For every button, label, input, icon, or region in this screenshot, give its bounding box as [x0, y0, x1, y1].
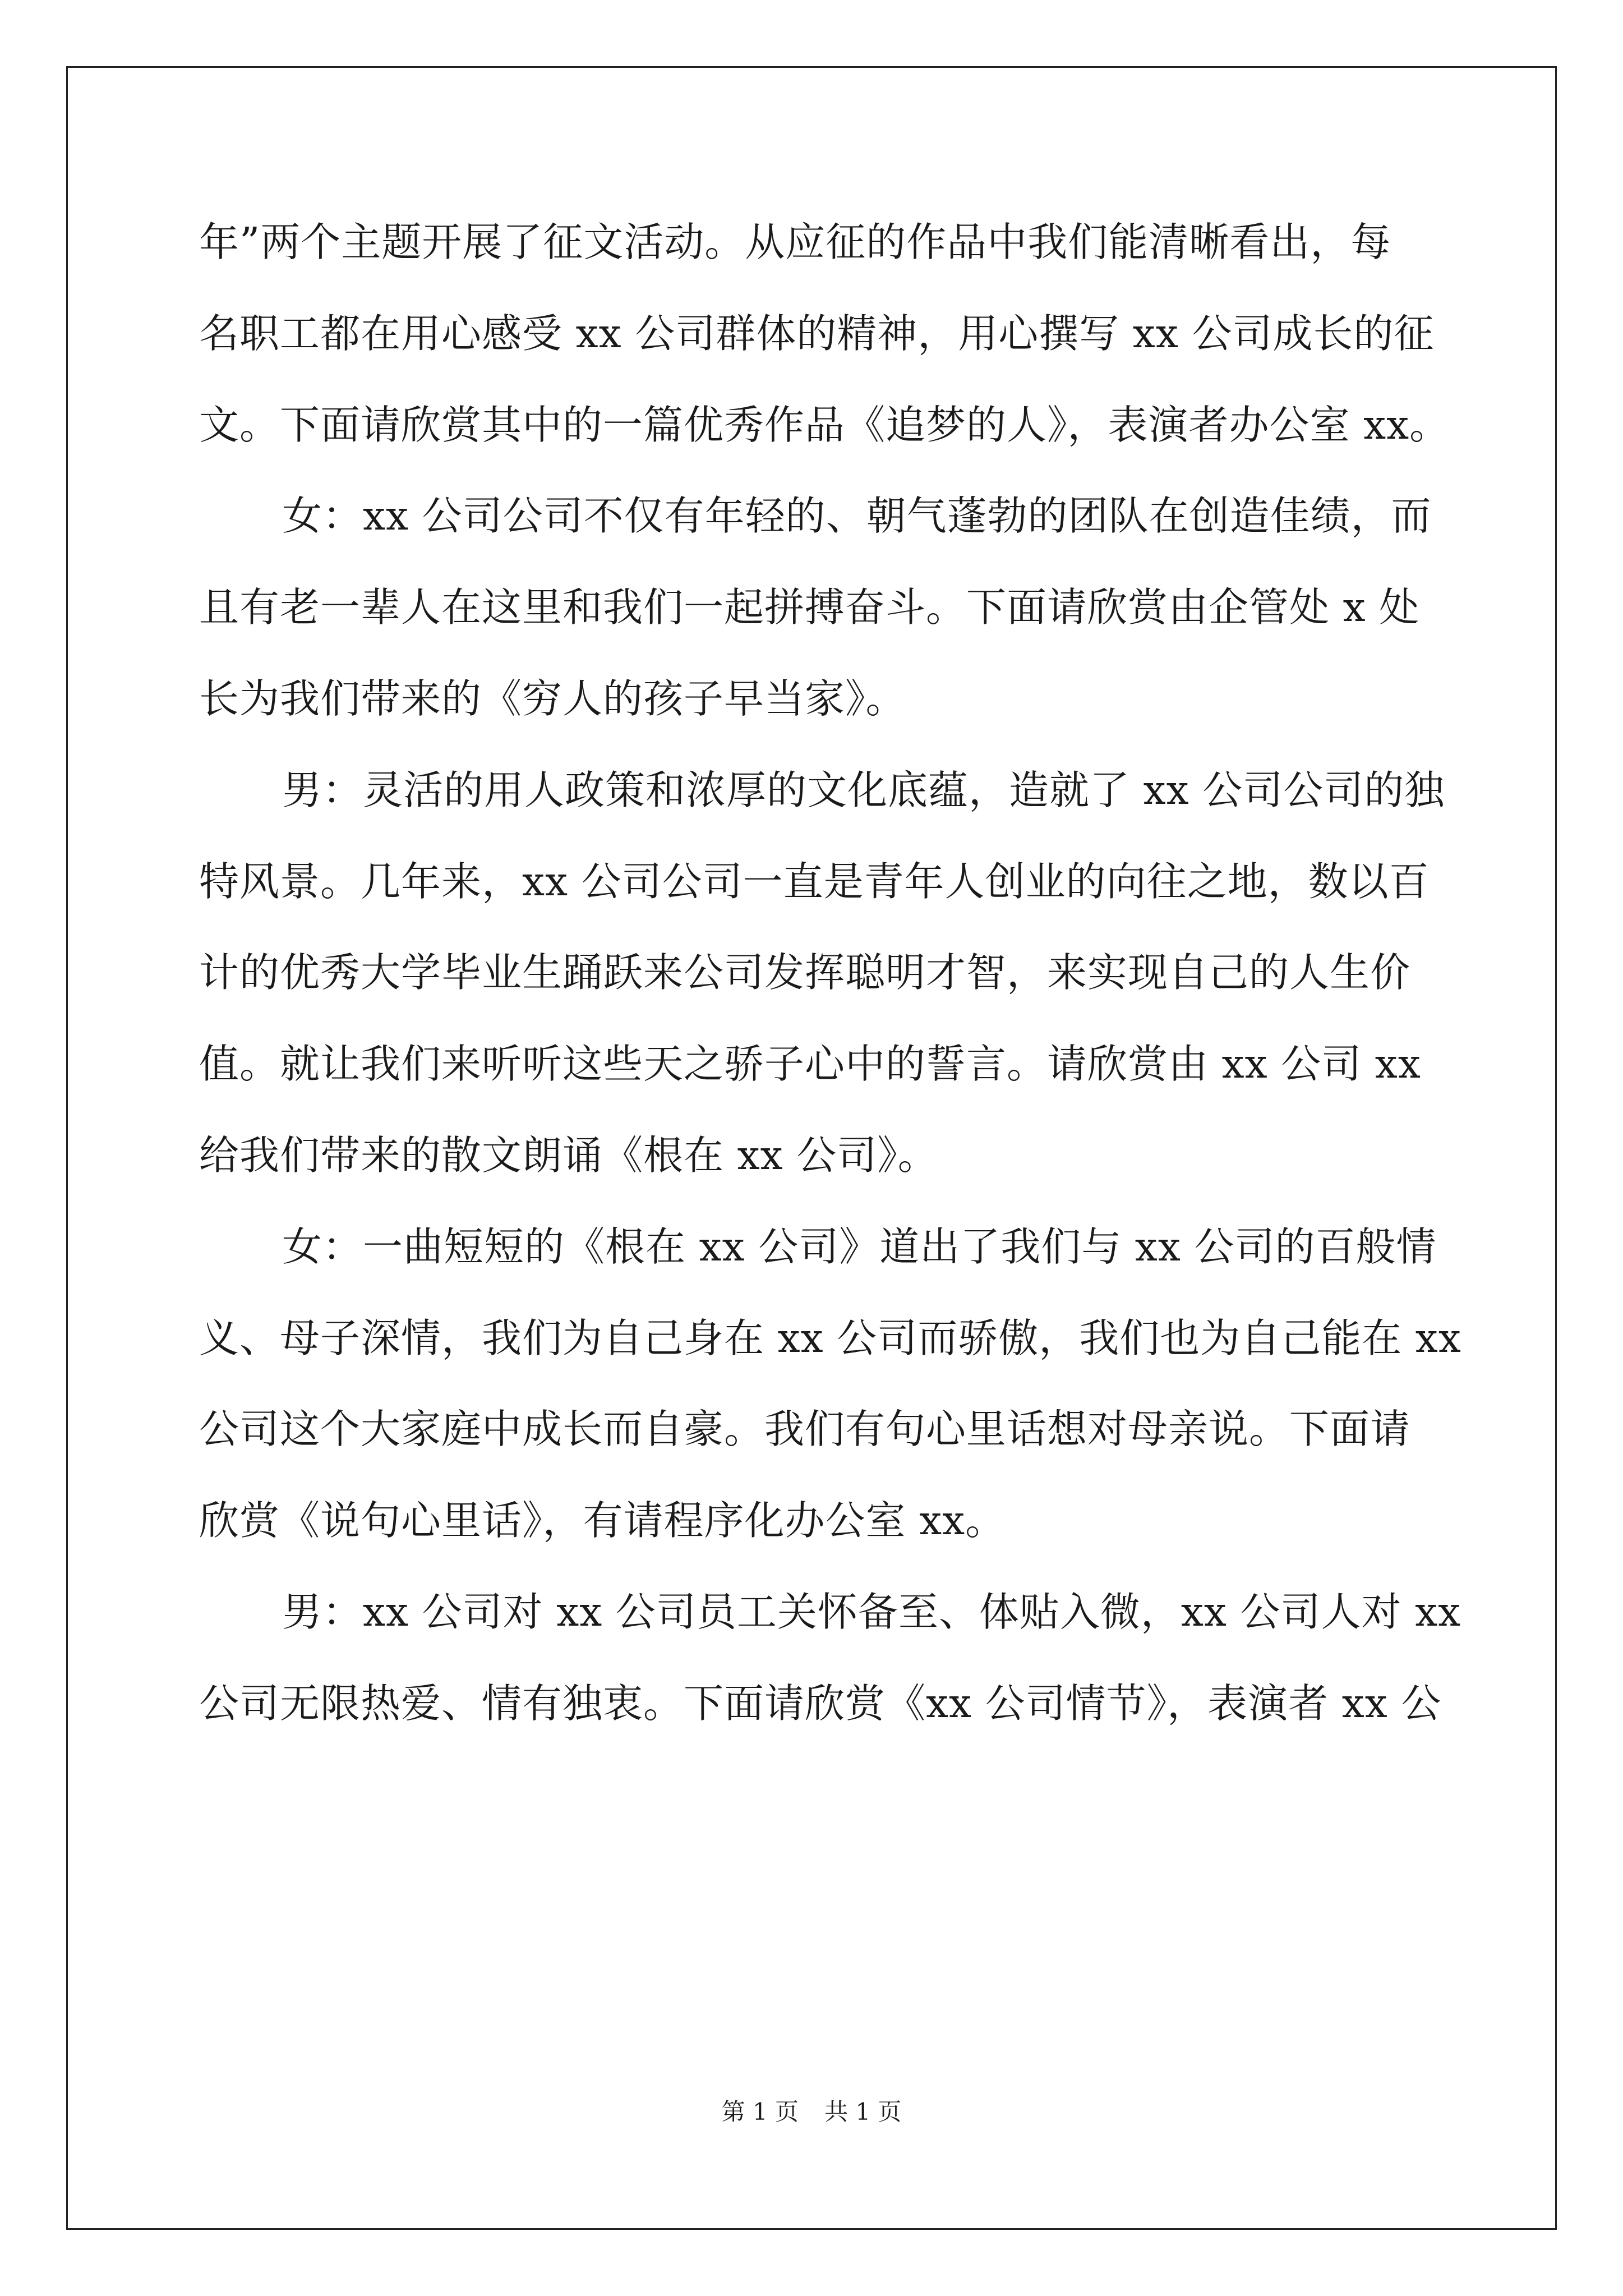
text-line: 年”两个主题开展了征文活动。从应征的作品中我们能清晰看出，每 [199, 219, 1391, 265]
text-line: 给我们带来的散文朗诵《根在 xx 公司》。 [199, 1132, 938, 1179]
text-line: 义、母子深情，我们为自己身在 xx 公司而骄傲，我们也为自己能在 xx [199, 1315, 1461, 1361]
text-line: 值。就让我们来听听这些天之骄子心中的誓言。请欣赏由 xx 公司 xx [199, 1041, 1421, 1087]
paragraph-start-line: 女：一曲短短的《根在 xx 公司》道出了我们与 xx 公司的百般情 [282, 1223, 1437, 1270]
paragraph-start-line: 男：xx 公司对 xx 公司员工关怀备至、体贴入微，xx 公司人对 xx [282, 1589, 1461, 1635]
paragraph-start-line: 女：xx 公司公司不仅有年轻的、朝气蓬勃的团队在创造佳绩，而 [282, 493, 1432, 539]
text-line: 且有老一辈人在这里和我们一起拼搏奋斗。下面请欣赏由企管处 x 处 [199, 584, 1420, 631]
text-line: 计的优秀大学毕业生踊跃来公司发挥聪明才智，来实现自己的人生价 [199, 949, 1411, 996]
text-line: 公司无限热爱、情有独衷。下面请欣赏《xx 公司情节》，表演者 xx 公 [199, 1680, 1442, 1727]
page-footer [0, 2095, 1623, 2129]
text-line: 公司这个大家庭中成长而自豪。我们有句心里话想对母亲说。下面请 [199, 1406, 1411, 1452]
paragraph-start-line: 男：灵活的用人政策和浓厚的文化底蕴，造就了 xx 公司公司的独 [282, 767, 1445, 813]
text-line: 长为我们带来的《穷人的孩子早当家》。 [199, 675, 906, 722]
text-line: 文。下面请欣赏其中的一篇优秀作品《追梦的人》，表演者办公室 xx。 [199, 402, 1450, 448]
page-total: 共 1 页 [824, 2098, 902, 2125]
page-number: 第 1 页 [721, 2098, 799, 2125]
text-line: 特风景。几年来，xx 公司公司一直是青年人创业的向往之地，数以百 [199, 858, 1430, 905]
text-line: 欣赏《说句心里话》，有请程序化办公室 xx。 [199, 1497, 1006, 1544]
text-line: 名职工都在用心感受 xx 公司群体的精神，用心撰写 xx 公司成长的征 [199, 310, 1435, 357]
